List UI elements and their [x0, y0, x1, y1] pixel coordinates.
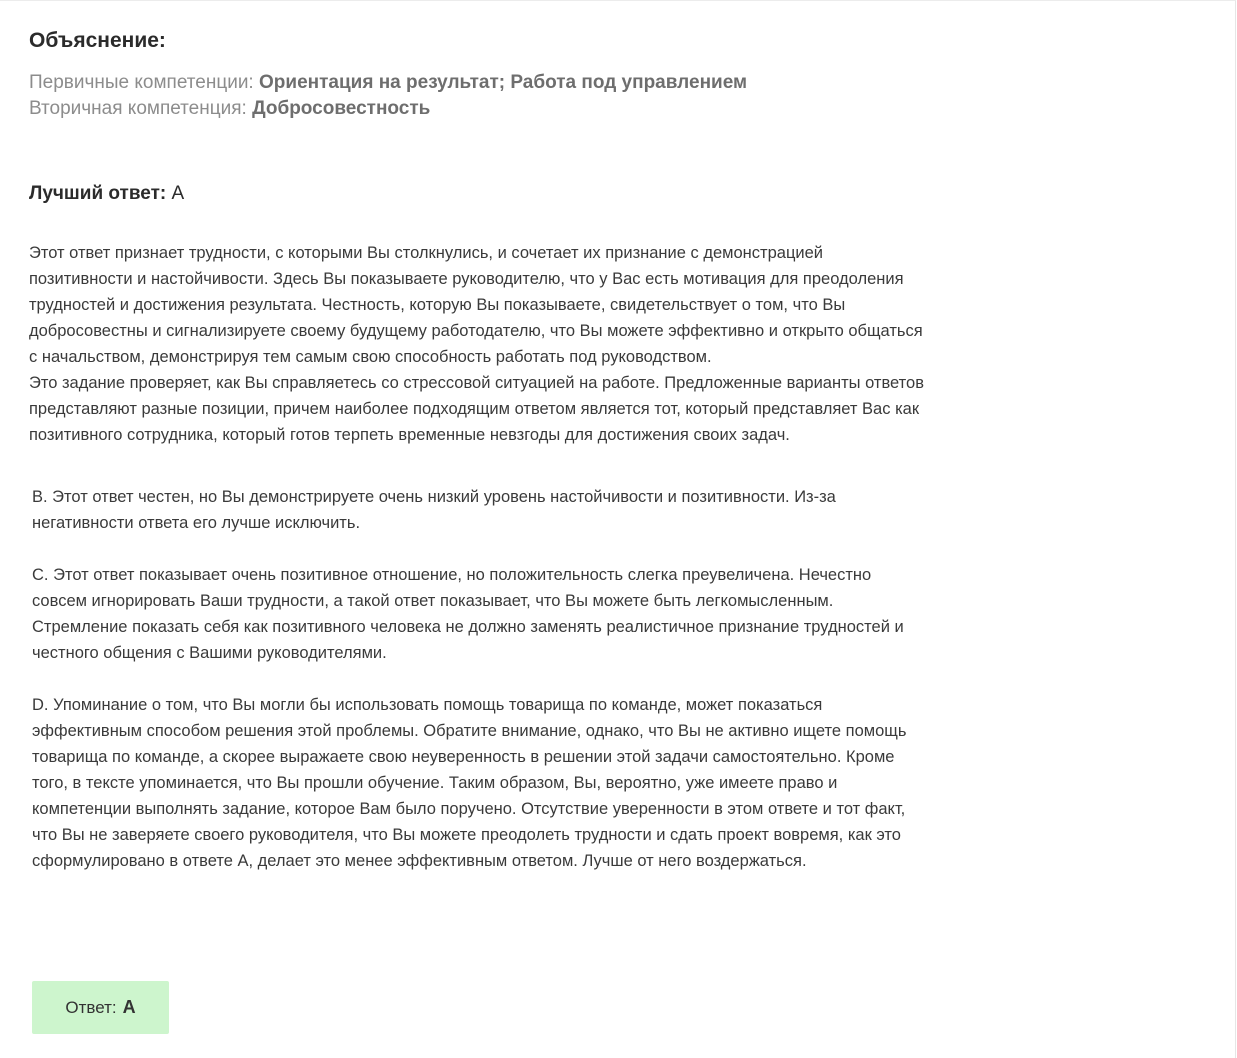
explanation-paragraph-2: Это задание проверяет, как Вы справляетесь со стрессовой ситуацией на работе. Предложенные варианты ответов представляют разные позиции, причем наиболее подходящим ответом является тот, который представляет Вас как позитивного сотрудника, который готов терпеть временные невзгоды для достижения своих задач.: [29, 374, 924, 444]
best-answer-value: А: [171, 183, 185, 204]
explanation-heading: Объяснение:: [29, 29, 166, 52]
best-answer-label: Лучший ответ:: [29, 183, 172, 204]
option-b-explanation: B. Этот ответ честен, но Вы демонстрируете очень низкий уровень настойчивости и позитивности. Из-за негативности ответа его лучше исключить.: [32, 488, 836, 532]
other-options: [29, 484, 929, 874]
secondary-competency-label: Вторичная компетенция:: [29, 98, 253, 119]
explanation-section: [29, 27, 929, 900]
secondary-competency: [29, 96, 929, 122]
primary-competencies: [29, 70, 929, 96]
answer-explanation: [29, 240, 929, 448]
option-d-explanation: D. Упоминание о том, что Вы могли бы использовать помощь товарища по команде, может показаться эффективным способом решения этой проблемы. Обратите внимание, однако, что Вы не активно ищете помощь товарища по команде, а скорее выражаете свою неуверенность в решении этой задачи самостоятельно. Кроме того, в тексте упоминается, что Вы прошли обучение. Таким образом, Вы, вероятно, уже имеете право и компетенции выполнять задание, которое Вам было поручено. Отсутствие уверенности в этом ответе и тот факт, что Вы не заверяете своего руководителя, что Вы можете преодолеть трудности и сдать проект вовремя, как это сформулировано в ответе А, делает это менее эффективным ответом. Лучше от него воздержаться.: [32, 696, 907, 870]
answer-button-label: Ответ:: [65, 997, 117, 1017]
primary-competencies-value: Ориентация на результат; Работа под управлением: [259, 72, 748, 93]
explanation-paragraph-1: Этот ответ признает трудности, с которыми Вы столкнулись, и сочетает их признание с демонстрацией позитивности и настойчивости. Здесь Вы показываете руководителю, что у Вас есть мотивация для преодоления трудностей и достижения результата. Честность, которую Вы показываете, свидетельствует о том, что Вы добросовестны и сигнализируете своему будущему работодателю, что Вы можете эффективно и открыто общаться с начальством, демонстрируя тем самым свою способность работать под руководством.: [29, 244, 923, 366]
primary-competencies-label: Первичные компетенции:: [29, 72, 259, 93]
competencies-block: [29, 70, 929, 122]
best-answer-line: [29, 181, 929, 207]
answer-button[interactable]: [32, 981, 169, 1034]
answer-button-value: А: [122, 997, 136, 1017]
secondary-competency-value: Добросовестность: [252, 98, 431, 119]
option-c-explanation: C. Этот ответ показывает очень позитивное отношение, но положительность слегка преувеличена. Нечестно совсем игнорировать Ваши трудности, а такой ответ показывает, что Вы можете быть легкомысленным. Стремление показать себя как позитивного человека не должно заменять реалистичное признание трудностей и честного общения с Вашими руководителями.: [32, 566, 904, 662]
